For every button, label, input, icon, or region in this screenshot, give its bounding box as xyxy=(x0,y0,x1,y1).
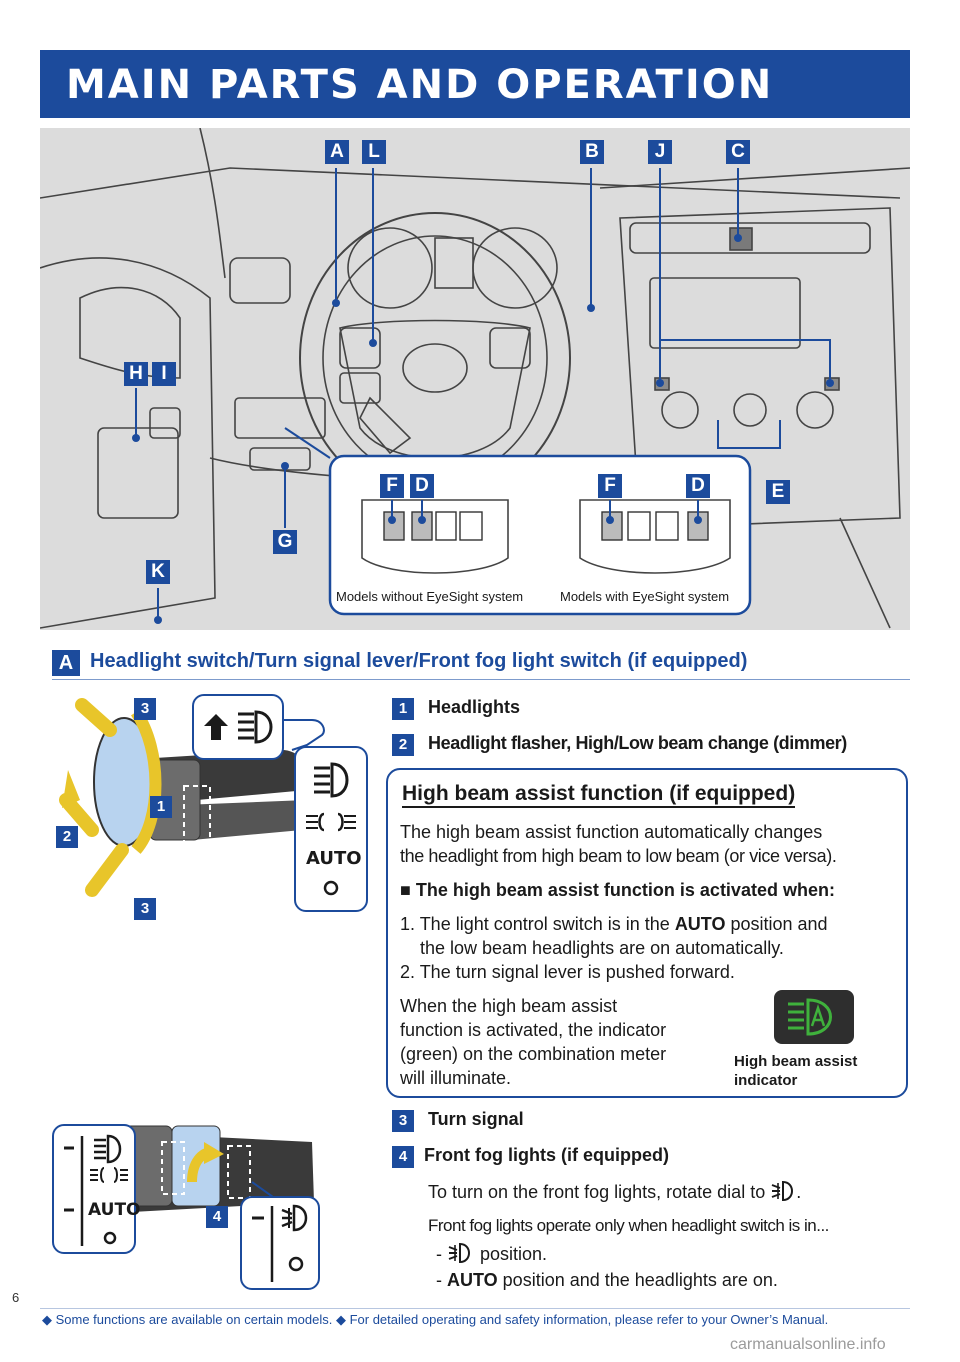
assist-note-line-1: When the high beam assist xyxy=(400,996,618,1016)
section-a-badge: A xyxy=(52,650,80,676)
assist-condition-1-line-2: the low beam headlights are on automatically. xyxy=(420,938,784,958)
inset-caption-left: Models without EyeSight system xyxy=(336,589,524,604)
assist-note-line-3: (green) on the combination meter xyxy=(400,1044,667,1064)
title-banner xyxy=(40,50,910,118)
fog-auto-label: AUTO xyxy=(88,1200,141,1220)
item-1-title: Headlights xyxy=(428,697,521,717)
fog-dial-bubble xyxy=(240,1196,320,1290)
switch-position-panel xyxy=(294,746,368,912)
inset-callout-d-right: D xyxy=(686,474,710,498)
callout-b: B xyxy=(580,140,604,164)
fog-switch-position-icons xyxy=(54,1126,134,1252)
high-beam-assist-indicator-icon xyxy=(774,990,854,1044)
front-fog-position-icons xyxy=(242,1198,318,1288)
callout-a: A xyxy=(325,140,349,164)
callout-k: K xyxy=(146,560,170,584)
inset-caption-right: Models with EyeSight system xyxy=(560,589,730,604)
high-beam-push-bubble xyxy=(192,694,284,760)
fog-operation-note: Front fog lights operate only when headlight switch is in... xyxy=(428,1216,829,1235)
item-3-badge: 3 xyxy=(392,1110,414,1132)
callout-g: G xyxy=(273,530,297,554)
indicator-caption: High beam assist indicator xyxy=(734,1053,858,1089)
assist-box-title: High beam assist function (if equipped) xyxy=(402,782,795,808)
item-4-title: Front fog lights (if equipped) xyxy=(424,1145,669,1165)
footer-note: ◆ Some functions are available on certain models. ◆ For detailed operating and safety information, please refer to your Owner’s Manual. xyxy=(42,1312,829,1327)
dashboard-illustration xyxy=(40,128,910,630)
fog-switch-position-panel xyxy=(52,1124,141,1254)
page-number: 6 xyxy=(12,1290,20,1305)
callout-e: E xyxy=(766,480,790,504)
dash-bullet: - xyxy=(436,1244,447,1264)
inset-callout-d-left: D xyxy=(410,474,434,498)
callout-j: J xyxy=(648,140,672,164)
item-2-title: Headlight flasher, High/Low beam change (dimmer) xyxy=(428,733,847,753)
callout-l: L xyxy=(362,140,386,164)
auto-label: AUTO xyxy=(306,848,362,869)
front-fog-light-icon xyxy=(770,1180,796,1202)
high-beam-assist-box xyxy=(386,768,908,1098)
assist-intro-line-1: The high beam assist function automatically changes xyxy=(400,822,823,842)
lever-label-4: 4 xyxy=(206,1206,228,1228)
assist-intro-line-2: the headlight from high beam to low beam (or vice versa). xyxy=(400,846,837,866)
item-1-badge: 1 xyxy=(392,698,414,720)
fog-condition-2: - AUTO position and the headlights are on. xyxy=(436,1270,778,1290)
lever-label-3-top: 3 xyxy=(134,698,156,720)
inset-callout-f-left: F xyxy=(380,474,404,498)
callout-c: C xyxy=(726,140,750,164)
high-beam-assist-glyph xyxy=(774,990,854,1044)
item-2-badge: 2 xyxy=(392,734,414,756)
assist-condition-1: 1. The light control switch is in the AUTO position and xyxy=(400,914,828,934)
assist-condition-heading: ■ The high beam assist function is activated when: xyxy=(400,880,835,900)
fog-condition-front-fog-icon xyxy=(447,1242,475,1264)
lever-label-3-bottom: 3 xyxy=(134,898,156,920)
callout-i: I xyxy=(152,362,176,386)
square-bullet-icon: ■ xyxy=(400,880,416,900)
fog-instruction: To turn on the front fog lights, rotate dial to . xyxy=(428,1182,802,1202)
high-beam-push-icon xyxy=(194,696,282,758)
lever-label-2: 2 xyxy=(56,826,78,848)
watermark: carmanualsonline.info xyxy=(730,1336,886,1353)
fog-condition-1: - position. xyxy=(436,1244,548,1264)
callout-h: H xyxy=(124,362,148,386)
inset-callout-f-right: F xyxy=(598,474,622,498)
assist-note-line-4: will illuminate. xyxy=(400,1068,512,1088)
lever-label-1: 1 xyxy=(150,796,172,818)
assist-condition-2: 2. The turn signal lever is pushed forward. xyxy=(400,962,735,982)
item-3-title: Turn signal xyxy=(428,1109,524,1129)
assist-note-line-2: function is activated, the indicator xyxy=(400,1020,667,1040)
switch-position-icons xyxy=(296,748,366,910)
section-a-heading xyxy=(52,648,910,680)
footer xyxy=(40,1308,910,1328)
item-4-badge: 4 xyxy=(392,1146,414,1168)
section-a-title: Headlight switch/Turn signal lever/Front fog light switch (if equipped) xyxy=(90,650,748,672)
dash-bullet: - xyxy=(436,1270,447,1290)
page-title: MAIN PARTS AND OPERATION xyxy=(66,62,774,108)
